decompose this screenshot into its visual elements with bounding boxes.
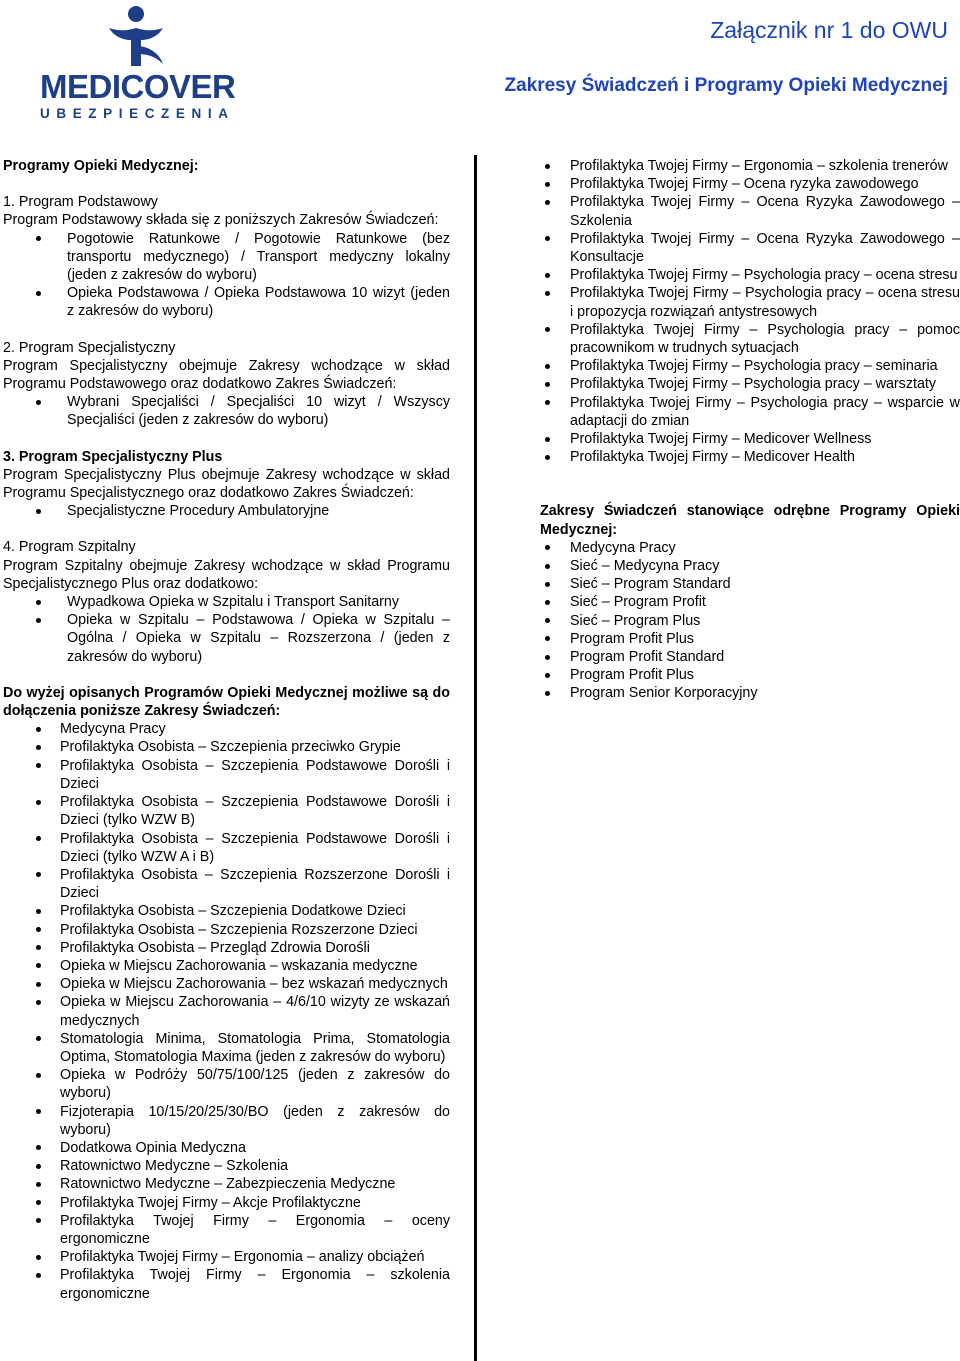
list-item: Opieka w Miejscu Zachorowania – wskazania medyczne (3, 957, 450, 975)
list-item: Profilaktyka Twojej Firmy – Psychologia pracy – ocena stresu (540, 266, 960, 284)
list-item: Profilaktyka Twojej Firmy – Ocena Ryzyka Zawodowego – Konsultacje (540, 230, 960, 266)
list-item: Wybrani Specjaliści / Specjaliści 10 wizyt / Wszyscy Specjaliści (jeden z zakresów do wyboru) (3, 393, 450, 429)
list-item: Dodatkowa Opinia Medyczna (3, 1139, 450, 1157)
list-item: Profilaktyka Twojej Firmy – Ergonomia – analizy obciążeń (3, 1248, 450, 1266)
document-title: Załącznik nr 1 do OWU (710, 17, 948, 43)
list-item: Program Profit Plus (540, 666, 960, 684)
program-items (3, 593, 450, 666)
list-item: Profilaktyka Twojej Firmy – Psychologia pracy – ocena stresu i propozycja rozwiązań antystresowych (540, 284, 960, 320)
program-description: Program Specjalistyczny Plus obejmuje Zakresy wchodzące w skład Programu Specjalistycznego oraz dodatkowo Zakres Świadczeń: (3, 466, 450, 502)
list-item: Program Senior Korporacyjny (540, 684, 960, 702)
program-items (3, 502, 450, 520)
list-item: Profilaktyka Twojej Firmy – Psychologia pracy – seminaria (540, 357, 960, 375)
program-description: Program Podstawowy składa się z poniższych Zakresów Świadczeń: (3, 212, 439, 229)
program-title: 3. Program Specjalistyczny Plus (3, 448, 223, 465)
list-item: Profilaktyka Osobista – Szczepienia przeciwko Grypie (3, 738, 450, 756)
program-description: Program Szpitalny obejmuje Zakresy wchodzące w skład Programu Specjalistycznego Plus oraz dodatkowo: (3, 557, 450, 592)
list-item: Opieka w Szpitalu – Podstawowa / Opieka w Szpitalu – Ogólna / Opieka w Szpitalu – Rozszerzona / (jeden z zakresów do wyboru) (3, 611, 450, 666)
program-section (3, 339, 450, 430)
list-item: Profilaktyka Twojej Firmy – Psychologia pracy – warsztaty (540, 375, 960, 393)
list-item: Profilaktyka Twojej Firmy – Ergonomia – szkolenia trenerów (540, 157, 960, 175)
program-description: Program Specjalistyczny obejmuje Zakresy wchodzące w skład Programu Podstawowego oraz dodatkowo Zakres Świadczeń: (3, 357, 450, 393)
list-item: Opieka w Miejscu Zachorowania – bez wskazań medycznych (3, 975, 450, 993)
list-item: Profilaktyka Twojej Firmy – Medicover Wellness (540, 430, 960, 448)
list-item: Profilaktyka Osobista – Przegląd Zdrowia Dorośli (3, 939, 450, 957)
list-item: Ratownictwo Medyczne – Zabezpieczenia Medyczne (3, 1175, 450, 1193)
list-item: Profilaktyka Twojej Firmy – Ergonomia – szkolenia ergonomiczne (3, 1266, 450, 1302)
right-column (540, 157, 960, 703)
list-item: Opieka w Podróży 50/75/100/125 (jeden z zakresów do wyboru) (3, 1066, 450, 1102)
list-item: Wypadkowa Opieka w Szpitalu i Transport Sanitarny (3, 593, 450, 611)
list-item: Profilaktyka Twojej Firmy – Ocena Ryzyka Zawodowego – Szkolenia (540, 193, 960, 229)
logo-figure-icon (107, 6, 165, 68)
program-items (3, 230, 450, 321)
additional-items (3, 720, 450, 1303)
medicover-logo (40, 6, 236, 122)
list-item: Medycyna Pracy (540, 539, 960, 557)
separate-programs-items (540, 539, 960, 703)
program-title: 2. Program Specjalistyczny (3, 339, 176, 356)
program-items (3, 393, 450, 429)
list-item: Profilaktyka Twojej Firmy – Medicover Health (540, 448, 960, 466)
additional-heading: Do wyżej opisanych Programów Opieki Medycznej możliwe są do dołączenia poniższe Zakresy Świadczeń: (3, 684, 450, 720)
program-section (3, 538, 450, 665)
list-item: Profilaktyka Osobista – Szczepienia Podstawowe Dorośli i Dzieci (3, 757, 450, 793)
program-section (3, 193, 450, 320)
programs-heading: Programy Opieki Medycznej: (3, 158, 199, 174)
program-section (3, 448, 450, 521)
company-prevention-items (540, 157, 960, 466)
list-item: Opieka w Miejscu Zachorowania – 4/6/10 wizyty ze wskazań medycznych (3, 993, 450, 1029)
list-item: Profilaktyka Osobista – Szczepienia Rozszerzone Dorośli i Dzieci (3, 866, 450, 902)
program-title: 1. Program Podstawowy (3, 194, 158, 211)
list-item: Profilaktyka Twojej Firmy – Akcje Profilaktyczne (3, 1194, 450, 1212)
list-item: Sieć – Program Profit (540, 593, 960, 611)
list-item: Sieć – Medycyna Pracy (540, 557, 960, 575)
logo-brand-text: MEDICOVER (40, 68, 236, 105)
list-item: Sieć – Program Plus (540, 612, 960, 630)
list-item: Profilaktyka Osobista – Szczepienia Rozszerzone Dzieci (3, 921, 450, 939)
program-title: 4. Program Szpitalny (3, 539, 136, 556)
left-column (3, 157, 450, 1303)
list-item: Profilaktyka Osobista – Szczepienia Podstawowe Dorośli i Dzieci (tylko WZW A i B) (3, 830, 450, 866)
list-item: Program Profit Plus (540, 630, 960, 648)
list-item: Medycyna Pracy (3, 720, 450, 738)
separate-programs-heading: Zakresy Świadczeń stanowiące odrębne Programy Opieki Medycznej: (540, 503, 960, 538)
list-item: Sieć – Program Standard (540, 575, 960, 593)
list-item: Opieka Podstawowa / Opieka Podstawowa 10 wizyt (jeden z zakresów do wyboru) (3, 284, 450, 320)
list-item: Profilaktyka Osobista – Szczepienia Dodatkowe Dzieci (3, 902, 450, 920)
list-item: Profilaktyka Twojej Firmy – Ocena ryzyka zawodowego (540, 175, 960, 193)
document-subtitle: Zakresy Świadczeń i Programy Opieki Medycznej (504, 75, 948, 96)
column-divider (474, 155, 477, 1361)
logo-sub-text: UBEZPIECZENIA (40, 106, 235, 121)
list-item: Pogotowie Ratunkowe / Pogotowie Ratunkowe (bez transportu medycznego) / Transport medyczny lokalny (jeden z zakresów do wyboru) (3, 230, 450, 285)
list-item: Fizjoterapia 10/15/20/25/30/BO (jeden z zakresów do wyboru) (3, 1103, 450, 1139)
list-item: Profilaktyka Twojej Firmy – Psychologia pracy – wsparcie w adaptacji do zmian (540, 394, 960, 430)
list-item: Profilaktyka Twojej Firmy – Ergonomia – oceny ergonomiczne (3, 1212, 450, 1248)
list-item: Stomatologia Minima, Stomatologia Prima, Stomatologia Optima, Stomatologia Maxima (jeden z zakresów do wyboru) (3, 1030, 450, 1066)
list-item: Specjalistyczne Procedury Ambulatoryjne (3, 502, 450, 520)
list-item: Program Profit Standard (540, 648, 960, 666)
list-item: Profilaktyka Twojej Firmy – Psychologia pracy – pomoc pracownikom w trudnych sytuacjach (540, 321, 960, 357)
list-item: Profilaktyka Osobista – Szczepienia Podstawowe Dorośli i Dzieci (tylko WZW B) (3, 793, 450, 829)
list-item: Ratownictwo Medyczne – Szkolenia (3, 1157, 450, 1175)
